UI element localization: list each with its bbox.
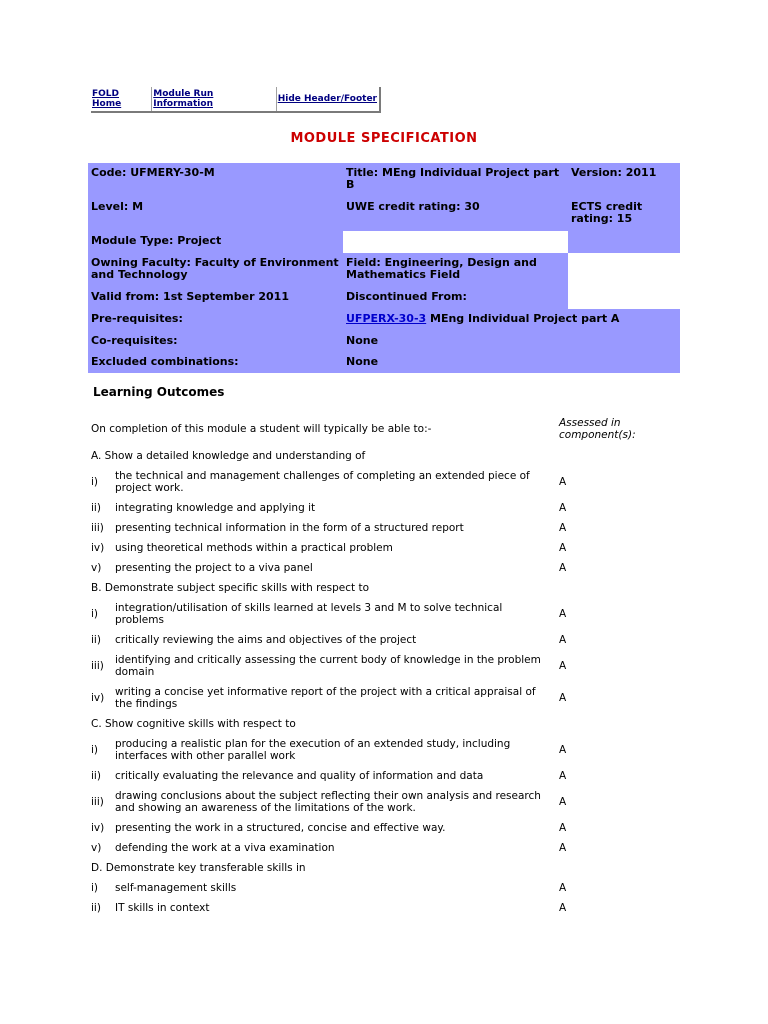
prerequisites-value bbox=[343, 309, 680, 331]
outcome-component: A bbox=[559, 562, 567, 574]
outcome-row bbox=[88, 682, 680, 714]
empty-cell bbox=[343, 231, 568, 253]
owning-faculty: Owning Faculty: Faculty of Environment and Technology bbox=[88, 253, 343, 287]
outcome-text: the technical and management challenges of completing an extended piece of project work. bbox=[115, 470, 530, 494]
outcome-component: A bbox=[559, 822, 567, 834]
outcome-number: iii) bbox=[91, 522, 104, 534]
outcome-component: A bbox=[559, 660, 567, 672]
outcome-component: A bbox=[559, 744, 567, 756]
outcome-row bbox=[88, 766, 680, 786]
module-type: Module Type: Project bbox=[88, 231, 343, 253]
ects-credit-rating: ECTS credit rating: 15 bbox=[568, 197, 680, 231]
discontinued-from: Discontinued From: bbox=[343, 287, 568, 309]
outcome-component: A bbox=[559, 770, 567, 782]
excluded-combinations-value: None bbox=[343, 352, 680, 373]
outcome-row bbox=[88, 818, 680, 838]
outcome-section-row bbox=[88, 578, 680, 598]
outcome-text: presenting the work in a structured, concise and effective way. bbox=[115, 822, 446, 834]
outcome-section-row bbox=[88, 714, 680, 734]
outcome-section-heading: C. Show cognitive skills with respect to bbox=[91, 718, 296, 730]
outcome-row bbox=[88, 466, 680, 498]
outcome-number: ii) bbox=[91, 770, 101, 782]
outcome-number: ii) bbox=[91, 634, 101, 646]
prerequisites-label: Pre-requisites: bbox=[88, 309, 343, 331]
excluded-combinations-label: Excluded combinations: bbox=[88, 352, 343, 373]
module-run-information-link[interactable]: Module Run Information bbox=[153, 89, 214, 109]
outcome-component: A bbox=[559, 608, 567, 620]
outcome-component: A bbox=[559, 502, 567, 514]
outcome-row bbox=[88, 786, 680, 818]
page-title: MODULE SPECIFICATION bbox=[290, 131, 478, 146]
outcome-component: A bbox=[559, 634, 567, 646]
outcome-row bbox=[88, 878, 680, 898]
purple-cell bbox=[568, 231, 680, 253]
field: Field: Engineering, Design and Mathematics Field bbox=[343, 253, 568, 287]
prerequisite-module-title: MEng Individual Project part A bbox=[426, 312, 620, 325]
nav-cell-hide bbox=[276, 87, 380, 112]
outcome-text: presenting technical information in the form of a structured report bbox=[115, 522, 464, 534]
outcome-component: A bbox=[559, 522, 567, 534]
uwe-credit-rating: UWE credit rating: 30 bbox=[343, 197, 568, 231]
outcome-row bbox=[88, 898, 680, 918]
outcome-component: A bbox=[559, 882, 567, 894]
outcome-number: iii) bbox=[91, 660, 104, 672]
outcome-section-row bbox=[88, 858, 680, 878]
outcome-text: critically evaluating the relevance and quality of information and data bbox=[115, 770, 484, 782]
module-spec-table bbox=[88, 163, 680, 373]
outcome-number: i) bbox=[91, 476, 99, 488]
outcome-text: presenting the project to a viva panel bbox=[115, 562, 313, 574]
outcome-row bbox=[88, 838, 680, 858]
outcome-component: A bbox=[559, 902, 567, 914]
outcome-text: self-management skills bbox=[115, 882, 237, 894]
outcome-row bbox=[88, 650, 680, 682]
prerequisite-module-link[interactable]: UFPERX-30-3 bbox=[346, 312, 427, 325]
outcome-text: writing a concise yet informative report of the project with a critical appraisal of the findings bbox=[115, 686, 536, 710]
outcome-section-heading: D. Demonstrate key transferable skills in bbox=[91, 862, 306, 874]
outcome-text: drawing conclusions about the subject reflecting their own analysis and research and showing an awareness of the limitations of the work. bbox=[115, 790, 541, 814]
module-title: Title: MEng Individual Project part B bbox=[343, 163, 568, 197]
outcome-text: identifying and critically assessing the current body of knowledge in the problem domain bbox=[115, 654, 541, 678]
outcome-number: v) bbox=[91, 842, 102, 854]
outcome-number: ii) bbox=[91, 502, 101, 514]
outcome-section-row bbox=[88, 446, 680, 466]
learning-outcomes-heading: Learning Outcomes bbox=[93, 385, 225, 399]
outcome-component: A bbox=[559, 542, 567, 554]
outcome-text: defending the work at a viva examination bbox=[115, 842, 335, 854]
corequisites-label: Co-requisites: bbox=[88, 331, 343, 352]
outcome-component: A bbox=[559, 476, 567, 488]
outcome-number: i) bbox=[91, 882, 99, 894]
outcome-number: i) bbox=[91, 608, 99, 620]
outcome-component: A bbox=[559, 842, 567, 854]
outcome-number: iv) bbox=[91, 692, 105, 704]
outcome-row bbox=[88, 558, 680, 578]
outcome-text: using theoretical methods within a practical problem bbox=[115, 542, 393, 554]
outcome-number: iv) bbox=[91, 542, 105, 554]
module-version: Version: 2011 bbox=[568, 163, 680, 197]
module-code: Code: UFMERY-30-M bbox=[88, 163, 343, 197]
empty-cell bbox=[568, 253, 680, 287]
outcome-component: A bbox=[559, 796, 567, 808]
learning-outcomes-table bbox=[88, 412, 680, 918]
outcome-row bbox=[88, 598, 680, 630]
outcome-text: producing a realistic plan for the execution of an extended study, including interfaces with other parallel work bbox=[115, 738, 511, 762]
outcome-section-heading: B. Demonstrate subject specific skills with respect to bbox=[91, 582, 370, 594]
outcome-number: ii) bbox=[91, 902, 101, 914]
outcome-text: integrating knowledge and applying it bbox=[115, 502, 316, 514]
hide-header-footer-link[interactable]: Hide Header/Footer bbox=[277, 94, 377, 104]
module-level: Level: M bbox=[88, 197, 343, 231]
corequisites-value: None bbox=[343, 331, 680, 352]
outcome-number: iv) bbox=[91, 822, 105, 834]
outcome-row bbox=[88, 630, 680, 650]
outcome-row bbox=[88, 518, 680, 538]
outcome-section-heading: A. Show a detailed knowledge and understanding of bbox=[91, 450, 366, 462]
top-nav bbox=[91, 87, 381, 113]
fold-home-link[interactable]: FOLD Home bbox=[92, 89, 122, 109]
assessed-header: Assessed in component(s): bbox=[559, 417, 636, 441]
empty-cell bbox=[568, 287, 680, 309]
outcome-number: i) bbox=[91, 744, 99, 756]
outcome-row bbox=[88, 498, 680, 518]
outcome-row bbox=[88, 538, 680, 558]
outcome-number: iii) bbox=[91, 796, 104, 808]
outcome-text: IT skills in context bbox=[115, 902, 210, 914]
valid-from: Valid from: 1st September 2011 bbox=[88, 287, 343, 309]
learning-outcomes-intro: On completion of this module a student will typically be able to:- bbox=[91, 423, 432, 435]
outcome-component: A bbox=[559, 692, 567, 704]
outcome-number: v) bbox=[91, 562, 102, 574]
outcome-text: integration/utilisation of skills learned at levels 3 and M to solve technical problems bbox=[115, 602, 503, 626]
outcome-row bbox=[88, 734, 680, 766]
nav-cell-home bbox=[91, 87, 152, 112]
outcome-text: critically reviewing the aims and objectives of the project bbox=[115, 634, 417, 646]
nav-cell-run-info bbox=[152, 87, 276, 112]
